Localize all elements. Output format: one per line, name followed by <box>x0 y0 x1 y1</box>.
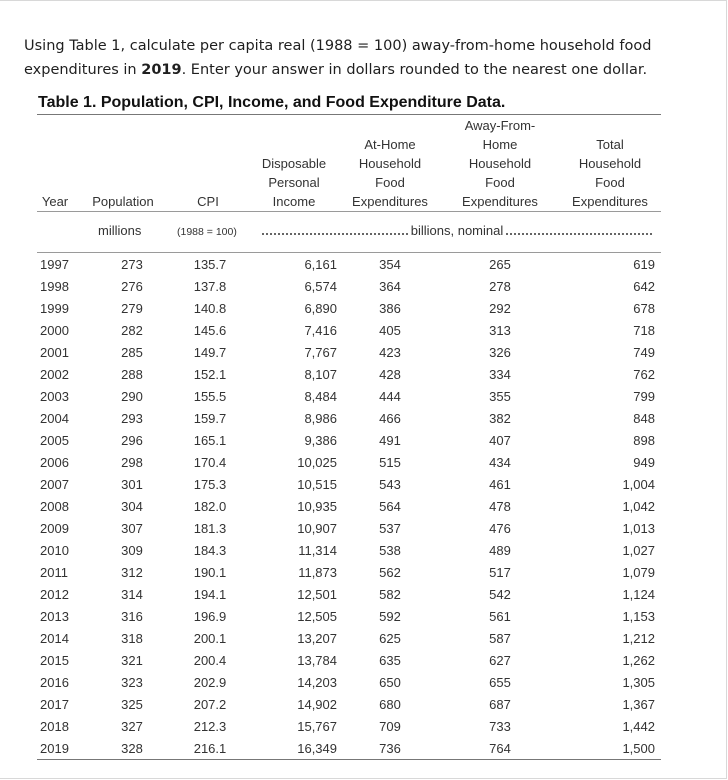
question-part2: . Enter your answer in dollars rounded to the nearest one dollar. <box>181 62 648 78</box>
cell-away-from-home: 476 <box>489 521 511 536</box>
cell-away-from-home: 265 <box>489 257 511 272</box>
cell-year: 2011 <box>40 565 68 580</box>
cell-population: 276 <box>121 279 143 294</box>
cell-population: 318 <box>121 631 143 646</box>
cell-year: 1998 <box>40 279 69 294</box>
table-row <box>37 518 661 540</box>
units-band-dots-right <box>506 233 652 235</box>
cell-cpi: 165.1 <box>193 433 227 448</box>
cell-away-from-home: 587 <box>489 631 511 646</box>
cell-year: 2007 <box>40 477 69 492</box>
cell-away-from-home: 292 <box>489 301 511 316</box>
cell-income: 13,207 <box>297 631 337 646</box>
cell-year: 1997 <box>40 257 69 272</box>
cell-at-home: 428 <box>379 367 401 382</box>
cell-total: 1,500 <box>622 741 655 756</box>
cell-cpi: 140.8 <box>193 301 227 316</box>
cell-cpi: 149.7 <box>193 345 227 360</box>
cell-total: 1,153 <box>622 609 655 624</box>
header-population: Population <box>92 194 154 209</box>
header-income-line: Personal <box>268 175 320 190</box>
header-at-home-line: Expenditures <box>352 194 428 209</box>
cell-year: 2001 <box>40 345 69 360</box>
cell-at-home: 736 <box>379 741 401 756</box>
cell-year: 2000 <box>40 323 69 338</box>
cell-total: 1,262 <box>622 653 655 668</box>
header-away-line: Household <box>468 156 532 171</box>
cell-away-from-home: 434 <box>489 455 511 470</box>
cell-away-from-home: 542 <box>489 587 511 602</box>
cell-total: 799 <box>633 389 655 404</box>
table-row <box>37 562 661 584</box>
cell-at-home: 562 <box>379 565 401 580</box>
cell-year: 2009 <box>40 521 69 536</box>
cell-population: 290 <box>121 389 143 404</box>
cell-year: 2004 <box>40 411 69 426</box>
header-away-line: Food <box>485 175 515 190</box>
cell-total: 1,212 <box>622 631 655 646</box>
question-year: 2019 <box>141 62 182 78</box>
cell-cpi: 175.3 <box>193 477 227 492</box>
cell-at-home: 709 <box>379 719 401 734</box>
cell-total: 1,367 <box>622 697 655 712</box>
cell-away-from-home: 313 <box>489 323 511 338</box>
header-divider <box>37 211 661 212</box>
cell-cpi: 184.3 <box>193 543 227 558</box>
question-text <box>24 34 704 82</box>
cell-year: 2010 <box>40 543 69 558</box>
cell-income: 6,161 <box>304 257 337 272</box>
cell-total: 1,305 <box>622 675 655 690</box>
cell-income: 8,986 <box>304 411 337 426</box>
cell-cpi: 159.7 <box>193 411 227 426</box>
cell-population: 293 <box>121 411 143 426</box>
units-cpi: (1988 = 100) <box>177 226 237 238</box>
cell-at-home: 515 <box>379 455 401 470</box>
cell-at-home: 543 <box>379 477 401 492</box>
cell-total: 1,027 <box>622 543 655 558</box>
cell-at-home: 444 <box>379 389 401 404</box>
cell-year: 2016 <box>40 675 69 690</box>
cell-total: 749 <box>633 345 655 360</box>
table-row <box>37 364 661 386</box>
cell-total: 678 <box>633 301 655 316</box>
cell-at-home: 538 <box>379 543 401 558</box>
cell-population: 296 <box>121 433 143 448</box>
table-title: Table 1. Population, CPI, Income, and Food Expenditure Data. <box>38 94 506 111</box>
cell-away-from-home: 655 <box>489 675 511 690</box>
cell-away-from-home: 764 <box>489 741 511 756</box>
cell-cpi: 200.1 <box>193 631 227 646</box>
cell-income: 12,501 <box>297 587 337 602</box>
cell-at-home: 423 <box>379 345 401 360</box>
header-cpi: CPI <box>197 194 219 209</box>
cell-cpi: 196.9 <box>193 609 227 624</box>
header-at-home-line: Food <box>375 175 405 190</box>
cell-away-from-home: 334 <box>489 367 511 382</box>
units-band <box>262 223 652 238</box>
cell-away-from-home: 407 <box>489 433 511 448</box>
cell-income: 10,907 <box>297 521 337 536</box>
cell-away-from-home: 561 <box>489 609 511 624</box>
table-row <box>37 496 661 518</box>
cell-total: 1,124 <box>622 587 655 602</box>
header-away-line: Expenditures <box>462 194 538 209</box>
cell-away-from-home: 687 <box>489 697 511 712</box>
cell-population: 316 <box>121 609 143 624</box>
cell-at-home: 625 <box>379 631 401 646</box>
cell-income: 9,386 <box>304 433 337 448</box>
cell-year: 2018 <box>40 719 69 734</box>
cell-cpi: 200.4 <box>193 653 227 668</box>
cell-income: 11,314 <box>298 543 337 558</box>
cell-total: 1,042 <box>622 499 655 514</box>
cell-cpi: 155.5 <box>193 389 227 404</box>
cell-total: 949 <box>633 455 655 470</box>
cell-population: 304 <box>121 499 143 514</box>
table-row <box>37 276 661 298</box>
cell-away-from-home: 461 <box>489 477 511 492</box>
cell-cpi: 152.1 <box>193 367 227 382</box>
cell-year: 2006 <box>40 455 69 470</box>
cell-away-from-home: 627 <box>489 653 511 668</box>
cell-population: 298 <box>121 455 143 470</box>
cell-cpi: 137.8 <box>193 279 227 294</box>
cell-income: 14,203 <box>297 675 337 690</box>
cell-away-from-home: 489 <box>489 543 511 558</box>
header-at-home <box>345 135 435 211</box>
cell-income: 6,890 <box>304 301 337 316</box>
cell-population: 301 <box>121 477 143 492</box>
cell-at-home: 386 <box>379 301 401 316</box>
cell-total: 1,004 <box>622 477 655 492</box>
table-row <box>37 474 661 496</box>
cell-income: 12,505 <box>297 609 337 624</box>
cell-year: 2019 <box>40 741 69 756</box>
cell-income: 14,902 <box>297 697 337 712</box>
cell-total: 848 <box>633 411 655 426</box>
cell-year: 2012 <box>40 587 69 602</box>
cell-population: 279 <box>121 301 143 316</box>
table-row <box>37 694 661 716</box>
cell-at-home: 582 <box>379 587 401 602</box>
cell-year: 2014 <box>40 631 69 646</box>
header-total-line: Total <box>596 137 624 152</box>
cell-population: 328 <box>121 741 143 756</box>
table-row <box>37 342 661 364</box>
cell-cpi: 216.1 <box>193 741 227 756</box>
cell-total: 642 <box>633 279 655 294</box>
cell-away-from-home: 382 <box>489 411 511 426</box>
table-row <box>37 386 661 408</box>
header-income-line: Income <box>272 194 316 209</box>
header-income-line: Disposable <box>261 156 327 171</box>
cell-total: 1,013 <box>622 521 655 536</box>
cell-population: 282 <box>121 323 143 338</box>
cell-cpi: 212.3 <box>193 719 227 734</box>
cell-cpi: 207.2 <box>193 697 227 712</box>
cell-year: 1999 <box>40 301 69 316</box>
table-row <box>37 672 661 694</box>
header-year: Year <box>41 194 69 209</box>
cell-population: 314 <box>121 587 143 602</box>
cell-cpi: 190.1 <box>193 565 227 580</box>
cell-away-from-home: 517 <box>489 565 511 580</box>
cell-away-from-home: 478 <box>489 499 511 514</box>
cell-away-from-home: 733 <box>489 719 511 734</box>
table-row <box>37 254 661 276</box>
cell-at-home: 491 <box>379 433 401 448</box>
cell-income: 11,873 <box>298 565 337 580</box>
table-body <box>37 254 661 760</box>
cell-total: 762 <box>633 367 655 382</box>
cell-total: 1,079 <box>622 565 655 580</box>
cell-at-home: 635 <box>379 653 401 668</box>
table-top-rule <box>37 114 661 115</box>
cell-year: 2005 <box>40 433 69 448</box>
cell-at-home: 537 <box>379 521 401 536</box>
cell-total: 619 <box>633 257 655 272</box>
cell-at-home: 592 <box>379 609 401 624</box>
header-away-from-home <box>454 116 546 211</box>
table-row <box>37 650 661 672</box>
cell-cpi: 194.1 <box>193 587 227 602</box>
header-total-line: Household <box>578 156 642 171</box>
table-row <box>37 540 661 562</box>
cell-at-home: 405 <box>379 323 401 338</box>
cell-cpi: 202.9 <box>193 675 227 690</box>
table-row <box>37 430 661 452</box>
cell-total: 1,442 <box>622 719 655 734</box>
cell-income: 6,574 <box>304 279 337 294</box>
units-divider <box>37 252 661 253</box>
table-row <box>37 628 661 650</box>
table-bottom-rule <box>37 759 661 760</box>
header-away-line: Away-From- <box>464 118 536 133</box>
cell-year: 2013 <box>40 609 69 624</box>
cell-population: 321 <box>121 653 143 668</box>
cell-cpi: 181.3 <box>193 521 227 536</box>
cell-income: 8,107 <box>304 367 337 382</box>
cell-at-home: 680 <box>379 697 401 712</box>
cell-population: 309 <box>121 543 143 558</box>
units-population: millions <box>98 223 142 238</box>
cell-away-from-home: 326 <box>489 345 511 360</box>
units-band-dots-left <box>262 233 408 235</box>
question-part1: Using Table 1, calculate per capita real (1988 = 100) away-from-home household food expenditures in <box>24 38 652 78</box>
cell-population: 285 <box>121 345 143 360</box>
cell-population: 327 <box>121 719 143 734</box>
header-at-home-line: Household <box>358 156 422 171</box>
cell-at-home: 354 <box>379 257 401 272</box>
cell-total: 718 <box>633 323 655 338</box>
cell-income: 13,784 <box>297 653 337 668</box>
cell-year: 2017 <box>40 697 69 712</box>
cell-income: 8,484 <box>304 389 337 404</box>
table-row <box>37 452 661 474</box>
cell-at-home: 650 <box>379 675 401 690</box>
units-band-label: billions, nominal <box>410 223 504 238</box>
cell-population: 323 <box>121 675 143 690</box>
cell-population: 312 <box>121 565 143 580</box>
table-row <box>37 298 661 320</box>
header-at-home-line: At-Home <box>364 137 416 152</box>
table-row <box>37 408 661 430</box>
cell-at-home: 466 <box>379 411 401 426</box>
cell-at-home: 564 <box>379 499 401 514</box>
cell-income: 10,515 <box>297 477 337 492</box>
table-row <box>37 606 661 628</box>
cell-income: 7,767 <box>304 345 337 360</box>
cell-year: 2008 <box>40 499 69 514</box>
header-total-line: Expenditures <box>572 194 648 209</box>
table-row <box>37 738 661 760</box>
cell-income: 7,416 <box>304 323 337 338</box>
table-row <box>37 716 661 738</box>
cell-income: 16,349 <box>297 741 337 756</box>
cell-population: 307 <box>121 521 143 536</box>
cell-total: 898 <box>633 433 655 448</box>
header-total <box>564 135 656 211</box>
cell-income: 15,767 <box>297 719 337 734</box>
cell-population: 288 <box>121 367 143 382</box>
cell-cpi: 145.6 <box>193 323 227 338</box>
cell-population: 325 <box>121 697 143 712</box>
cell-income: 10,025 <box>297 455 337 470</box>
table-row <box>37 584 661 606</box>
cell-year: 2002 <box>40 367 69 382</box>
header-income <box>252 154 336 211</box>
header-away-line: Home <box>482 137 518 152</box>
cell-year: 2015 <box>40 653 69 668</box>
header-total-line: Food <box>595 175 625 190</box>
cell-income: 10,935 <box>297 499 337 514</box>
table-row <box>37 320 661 342</box>
cell-cpi: 135.7 <box>193 257 227 272</box>
cell-population: 273 <box>121 257 143 272</box>
cell-cpi: 182.0 <box>193 499 227 514</box>
cell-away-from-home: 355 <box>489 389 511 404</box>
cell-cpi: 170.4 <box>193 455 227 470</box>
cell-year: 2003 <box>40 389 69 404</box>
cell-at-home: 364 <box>379 279 401 294</box>
cell-away-from-home: 278 <box>489 279 511 294</box>
